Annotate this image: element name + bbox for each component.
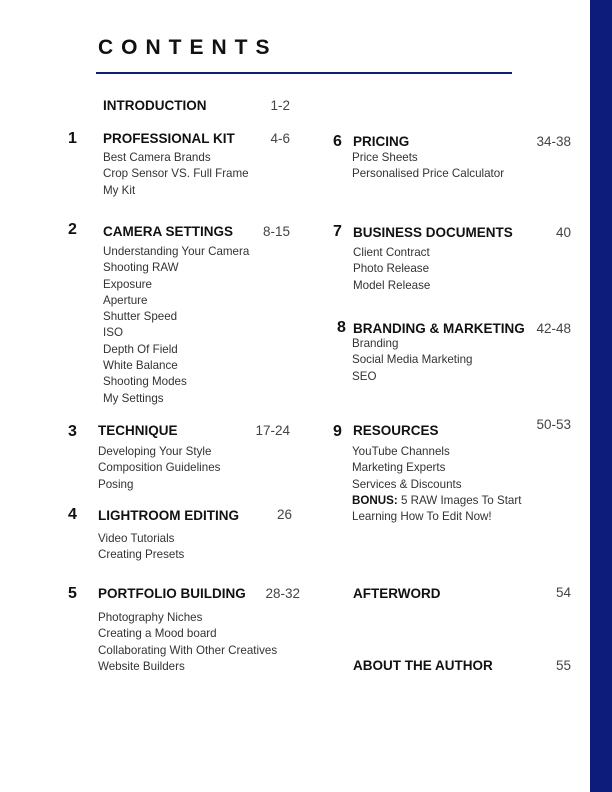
section-title-resources: RESOURCES [353,423,439,438]
list-item: Photo Release [353,262,430,276]
list-item: Client Contract [353,246,430,259]
list-item: Developing Your Style [98,445,212,458]
section-pages-professional-kit: 4-6 [270,131,290,146]
section-title-business-documents: BUSINESS DOCUMENTS [353,225,513,240]
list-item: Video Tutorials [98,532,175,545]
section-title-about-the-author: ABOUT THE AUTHOR [353,658,493,673]
section-title-branding-marketing: BRANDING & MARKETING [353,321,525,336]
page-title: CONTENTS [98,36,278,59]
section-pages-resources: 50-53 [536,417,571,432]
title-underline [96,72,512,74]
section-number-8: 8 [337,319,346,336]
list-item: Understanding Your Camera [103,245,250,258]
list-item: ISO [103,326,123,340]
section-items-technique [98,444,220,493]
list-item: Composition Guidelines [98,461,221,475]
section-pages-introduction: 1-2 [270,98,290,113]
section-title-pricing: PRICING [353,134,410,149]
section-items-pricing [352,150,504,183]
list-item: Marketing Experts [352,461,446,475]
section-items-business-documents [353,245,430,294]
list-item: Creating Presets [98,548,185,562]
section-items-professional-kit [103,150,249,199]
section-items-branding-marketing [352,336,473,385]
side-accent-bar [590,0,612,792]
section-title-portfolio-building: PORTFOLIO BUILDING [98,586,246,601]
list-item: YouTube Channels [352,445,450,458]
section-title-introduction: INTRODUCTION [103,98,207,113]
section-title-professional-kit: PROFESSIONAL KIT [103,131,235,146]
list-item: My Settings [103,391,164,405]
section-pages-pricing: 34-38 [536,134,571,149]
section-pages-portfolio-building: 28-32 [265,586,300,601]
section-number-1: 1 [68,130,77,147]
list-item: Shooting RAW [103,261,179,275]
list-item: Personalised Price Calculator [352,167,505,181]
section-number-4: 4 [68,506,77,523]
section-pages-camera-settings: 8-15 [262,224,290,239]
list-item: Model Release [353,278,431,292]
list-item: Services & Discounts [352,477,462,491]
section-number-5: 5 [68,585,77,602]
list-item: Social Media Marketing [352,353,473,367]
list-item: Crop Sensor VS. Full Frame [103,167,249,181]
list-item: Exposure [103,277,152,291]
list-item: Posing [98,477,134,491]
section-items-portfolio-building [98,610,277,675]
bonus-item [352,493,521,509]
section-pages-technique: 17-24 [255,423,290,438]
list-item: Collaborating With Other Creatives [98,643,278,657]
section-title-technique: TECHNIQUE [98,423,178,438]
list-item: SEO [352,369,377,383]
section-title-lightroom-editing: LIGHTROOM EDITING [98,508,239,523]
section-title-afterword: AFTERWORD [353,586,441,601]
section-number-9: 9 [333,423,342,440]
list-item: Shooting Modes [103,375,187,389]
section-pages-lightroom-editing: 26 [276,507,292,522]
section-items-resources [352,444,521,525]
list-item: Creating a Mood board [98,627,217,641]
section-pages-branding-marketing: 42-48 [536,321,571,336]
section-number-6: 6 [333,133,342,150]
list-item: Price Sheets [352,151,418,164]
section-number-3: 3 [68,423,77,440]
list-item: Photography Niches [98,611,203,624]
section-title-camera-settings: CAMERA SETTINGS [103,224,234,239]
section-number-7: 7 [333,223,342,240]
list-item: Website Builders [98,659,185,673]
list-item: Best Camera Brands [103,151,211,164]
section-items-lightroom-editing [98,531,184,564]
bonus-label: BONUS: [352,493,398,507]
section-items-camera-settings [103,244,249,407]
bonus-item-continued: Learning How To Edit Now! [352,510,492,524]
list-item: Aperture [103,293,148,307]
bonus-text: 5 RAW Images To Start [397,493,522,507]
section-pages-about-the-author: 55 [555,658,571,673]
list-item: Branding [352,337,399,350]
section-pages-afterword: 54 [555,585,571,600]
list-item: Depth Of Field [103,342,178,356]
list-item: Shutter Speed [103,310,178,324]
list-item: My Kit [103,183,136,197]
section-number-2: 2 [68,221,77,238]
section-pages-business-documents: 40 [555,225,571,240]
list-item: White Balance [103,359,178,373]
